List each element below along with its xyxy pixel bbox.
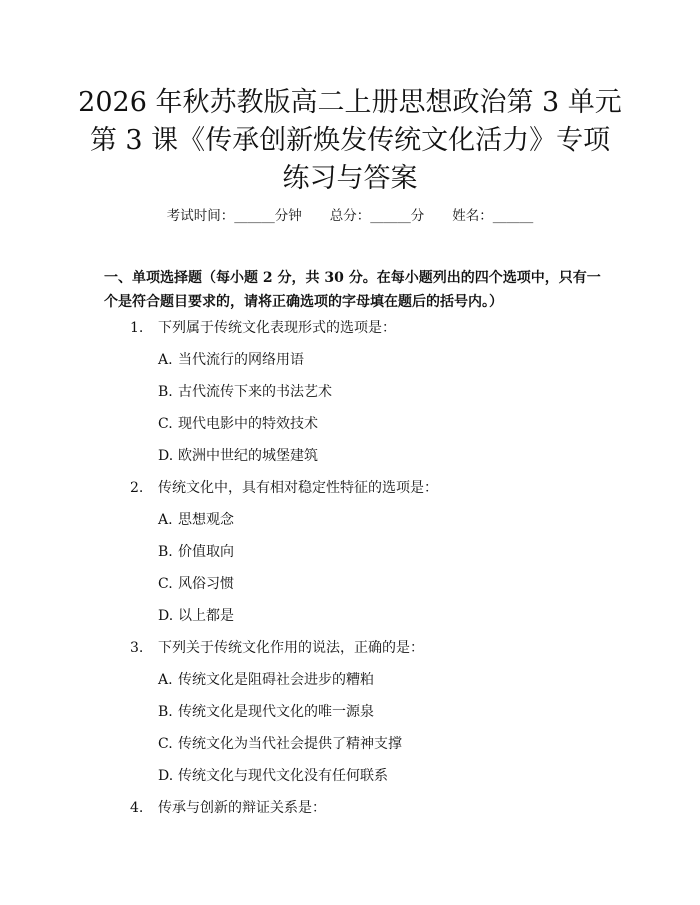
- option-text: 欧洲中世纪的城堡建筑: [178, 448, 318, 464]
- question-text: 传承与创新的辩证关系是：: [158, 800, 326, 816]
- question-text: 下列关于传统文化作用的说法，正确的是：: [158, 640, 424, 656]
- option-text: 思想观念: [178, 512, 234, 528]
- question-2: [130, 478, 610, 498]
- exam-score: 总分：______分: [329, 208, 425, 224]
- option-label: D.: [158, 608, 174, 624]
- option-text: 传统文化是阻碍社会进步的糟粕: [178, 672, 374, 688]
- section-heading: 一、单项选择题（每小题 2 分，共 30 分。在每小题列出的四个选项中，只有一个是符合题目要求的，请将正确选项的字母填在题后的括号内。）: [104, 270, 601, 310]
- doc-title-line-1: 2026 年秋苏教版高二上册思想政治第 3 单元: [78, 87, 622, 118]
- option-label: A.: [158, 352, 173, 368]
- question-text: 传统文化中，具有相对稳定性特征的选项是：: [158, 480, 438, 496]
- option-label: D.: [158, 448, 174, 464]
- question-1: [130, 318, 610, 338]
- exam-name: 姓名：______: [452, 208, 534, 224]
- option-label: C.: [158, 416, 173, 432]
- question-number: 4.: [130, 800, 144, 816]
- doc-title-line-2: 第 3 课《传承创新焕发传统文化活力》专项: [89, 125, 611, 156]
- q3-option-a: [158, 670, 598, 690]
- option-label: B.: [158, 704, 173, 720]
- question-text: 下列属于传统文化表现形式的选项是：: [158, 320, 396, 336]
- doc-title-line-3: 练习与答案: [282, 163, 418, 194]
- exam-meta: [0, 206, 700, 226]
- option-text: 传统文化为当代社会提供了精神支撑: [178, 736, 402, 752]
- option-label: C.: [158, 576, 173, 592]
- exam-time: 考试时间：______分钟: [166, 208, 302, 224]
- option-label: C.: [158, 736, 173, 752]
- question-number: 3.: [130, 640, 144, 656]
- q2-option-b: [158, 542, 598, 562]
- q1-option-a: [158, 350, 598, 370]
- q2-option-c: [158, 574, 598, 594]
- option-label: A.: [158, 512, 173, 528]
- option-text: 古代流传下来的书法艺术: [178, 384, 332, 400]
- option-text: 传统文化与现代文化没有任何联系: [178, 768, 388, 784]
- option-text: 风俗习惯: [178, 576, 234, 592]
- option-text: 以上都是: [178, 608, 234, 624]
- question-4: [130, 798, 610, 818]
- q3-option-c: [158, 734, 598, 754]
- option-label: A.: [158, 672, 173, 688]
- option-text: 价值取向: [178, 544, 234, 560]
- question-3: [130, 638, 610, 658]
- option-text: 传统文化是现代文化的唯一源泉: [178, 704, 374, 720]
- option-label: B.: [158, 544, 173, 560]
- question-number: 2.: [130, 480, 144, 496]
- option-label: D.: [158, 768, 174, 784]
- option-text: 现代电影中的特效技术: [178, 416, 318, 432]
- q1-option-c: [158, 414, 598, 434]
- option-text: 当代流行的网络用语: [178, 352, 304, 368]
- q3-option-d: [158, 766, 598, 786]
- option-label: B.: [158, 384, 173, 400]
- question-number: 1.: [130, 320, 144, 336]
- q1-option-b: [158, 382, 598, 402]
- q3-option-b: [158, 702, 598, 722]
- q2-option-a: [158, 510, 598, 530]
- q1-option-d: [158, 446, 598, 466]
- q2-option-d: [158, 606, 598, 626]
